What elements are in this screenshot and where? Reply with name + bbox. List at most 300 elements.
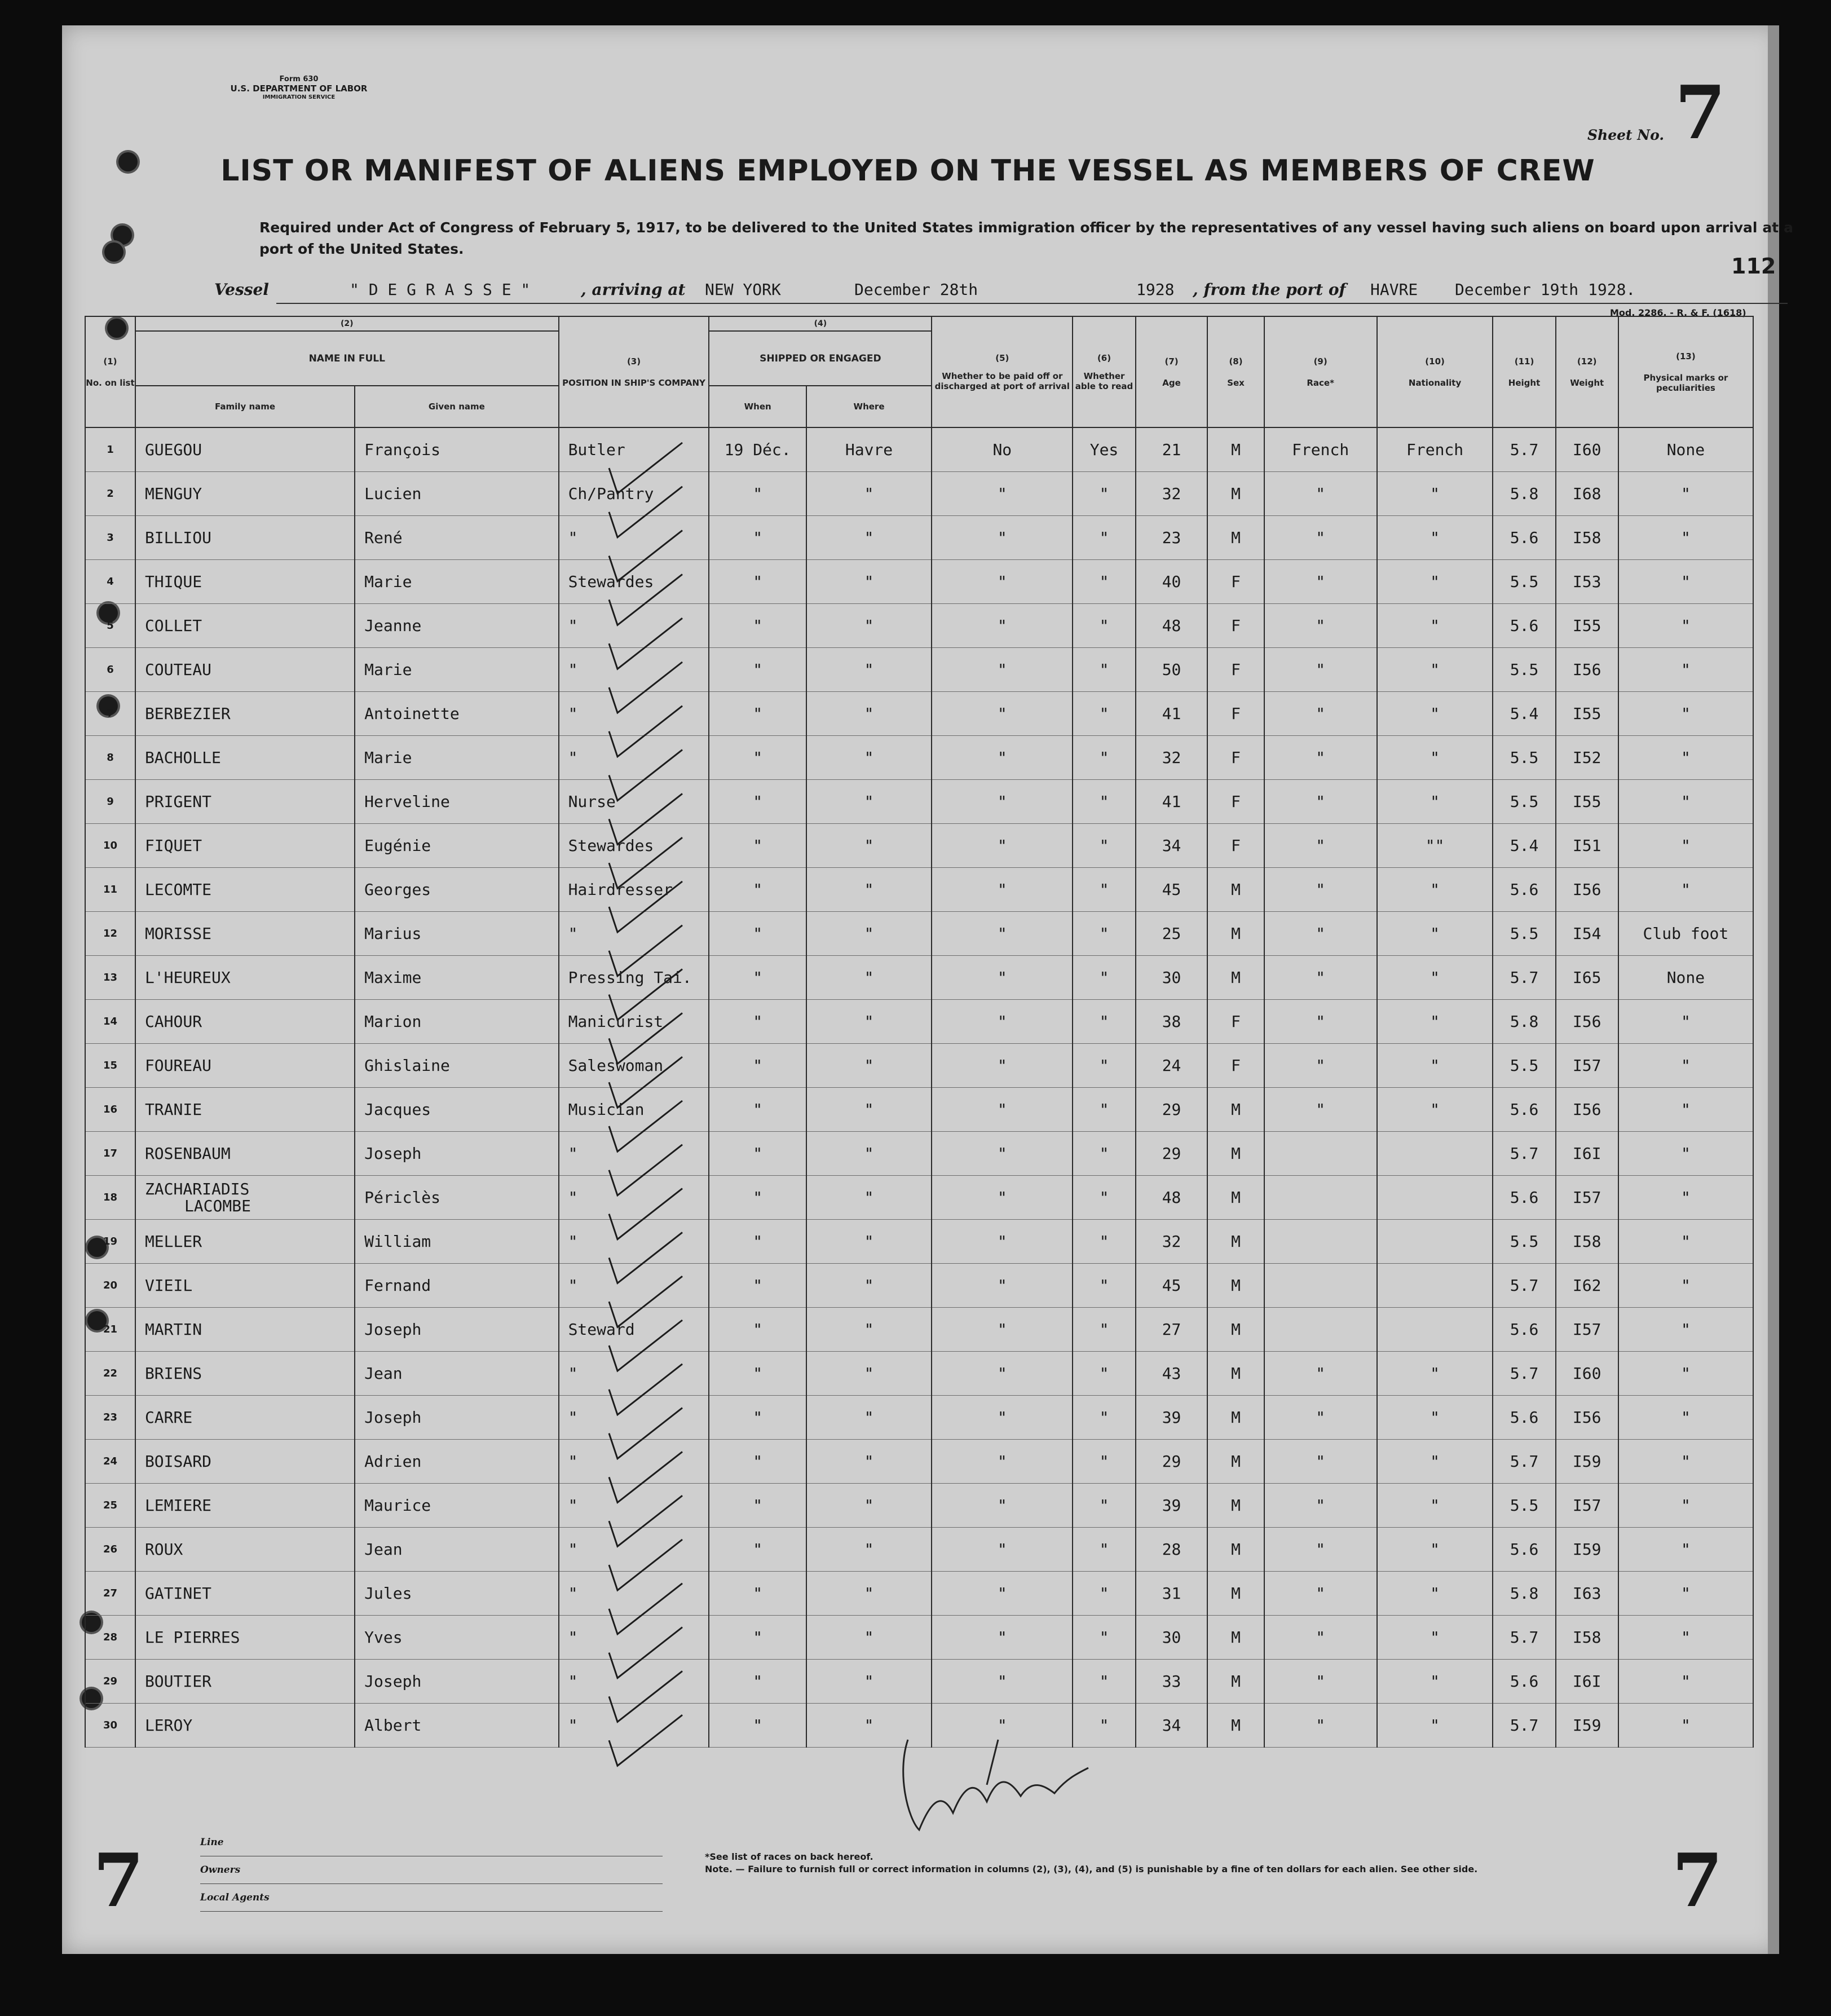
paid-off: " xyxy=(997,660,1007,679)
paid-off: No xyxy=(992,440,1012,459)
shipped-where: " xyxy=(864,748,874,767)
header-shipped-or-engaged: SHIPPED OR ENGAGED xyxy=(709,331,932,386)
row-number: 19 xyxy=(103,1236,117,1247)
weight: I63 xyxy=(1572,1584,1601,1603)
able-to-read: " xyxy=(1099,616,1109,635)
paid-off: " xyxy=(997,616,1007,635)
shipped-when: " xyxy=(753,484,763,503)
shipped-where: " xyxy=(864,836,874,855)
physical-marks: " xyxy=(1680,880,1691,899)
sex: M xyxy=(1231,1364,1241,1383)
check-mark xyxy=(609,1364,682,1415)
age: 32 xyxy=(1162,1232,1181,1251)
shipped-when: " xyxy=(753,1100,763,1119)
row-number: 18 xyxy=(103,1192,117,1203)
weight: I58 xyxy=(1572,1628,1601,1647)
shipped-where: " xyxy=(864,880,874,899)
given-name: Lucien xyxy=(364,484,422,503)
height: 5.5 xyxy=(1510,748,1539,767)
shipped-where: " xyxy=(864,1100,874,1119)
position: Hairdresser xyxy=(568,880,673,899)
able-to-read: " xyxy=(1099,1584,1109,1603)
family-name: L'HEUREUX xyxy=(144,968,231,987)
sex: F xyxy=(1231,616,1241,635)
shipped-when: " xyxy=(753,1716,763,1735)
shipped-when: " xyxy=(753,924,763,943)
family-name: BACHOLLE xyxy=(144,748,221,767)
weight: I62 xyxy=(1572,1276,1601,1295)
shipped-where: " xyxy=(864,528,874,547)
shipped-where: " xyxy=(864,1628,874,1647)
age: 34 xyxy=(1162,1716,1181,1735)
shipped-when: " xyxy=(753,660,763,679)
row-number: 22 xyxy=(103,1367,117,1379)
given-name: Albert xyxy=(364,1716,422,1735)
paid-off: " xyxy=(997,792,1007,811)
family-name: CARRE xyxy=(144,1408,193,1427)
annotation-marks xyxy=(62,25,1779,1954)
weight: I6I xyxy=(1572,1672,1601,1691)
shipped-where: " xyxy=(864,1144,874,1163)
sex: F xyxy=(1231,660,1241,679)
race: " xyxy=(1316,528,1326,547)
check-mark xyxy=(609,1320,682,1371)
physical-marks: " xyxy=(1680,748,1691,767)
weight: I53 xyxy=(1572,572,1601,591)
sex: M xyxy=(1231,1408,1241,1427)
header-col13: (13) Physical marks or peculiarities xyxy=(1618,316,1753,427)
height: 5.5 xyxy=(1510,1056,1539,1075)
position: Saleswoman xyxy=(568,1056,664,1075)
sex: M xyxy=(1231,1540,1241,1559)
position: Stewardes xyxy=(568,836,654,855)
height: 5.6 xyxy=(1510,1188,1539,1207)
shipped-when: " xyxy=(753,1232,763,1251)
physical-marks: " xyxy=(1680,1628,1691,1647)
age: 41 xyxy=(1162,792,1181,811)
header-family-name: Family name xyxy=(135,386,355,427)
weight: I57 xyxy=(1572,1320,1601,1339)
sex: M xyxy=(1231,1100,1241,1119)
row-number: 20 xyxy=(103,1280,117,1291)
nationality: French xyxy=(1406,440,1464,459)
family-name: LEMIERE xyxy=(144,1496,211,1515)
row-number: 30 xyxy=(103,1719,117,1731)
position: Manicurist xyxy=(568,1012,664,1031)
nationality: " xyxy=(1430,1452,1440,1471)
physical-marks: " xyxy=(1680,660,1691,679)
able-to-read: " xyxy=(1099,484,1109,503)
paid-off: " xyxy=(997,1540,1007,1559)
position: " xyxy=(568,616,578,635)
able-to-read: " xyxy=(1099,1364,1109,1383)
check-mark xyxy=(609,574,682,625)
weight: I58 xyxy=(1572,528,1601,547)
shipped-where: " xyxy=(864,1188,874,1207)
nationality: "" xyxy=(1425,836,1445,855)
nationality: " xyxy=(1430,1364,1440,1383)
vessel-label: Vessel xyxy=(214,280,269,299)
sex: M xyxy=(1231,1716,1241,1735)
nationality: " xyxy=(1430,1672,1440,1691)
shipped-where: " xyxy=(864,616,874,635)
family-name: ROSENBAUM xyxy=(144,1144,231,1163)
given-name: Fernand xyxy=(364,1276,431,1295)
weight: I56 xyxy=(1572,660,1601,679)
paid-off: " xyxy=(997,1496,1007,1515)
shipped-when: " xyxy=(753,1452,763,1471)
paid-off: " xyxy=(997,1364,1007,1383)
age: 45 xyxy=(1162,1276,1181,1295)
sheet-label: Sheet No. xyxy=(1587,127,1665,143)
shipped-when: " xyxy=(753,792,763,811)
header-col5: (5) Whether to be paid off or discharged at port of arrival xyxy=(932,316,1073,427)
sheet-number: 7 xyxy=(1675,69,1726,156)
row-number: 13 xyxy=(103,972,117,983)
physical-marks: " xyxy=(1680,704,1691,723)
family-name: COLLET xyxy=(144,616,202,635)
nationality: " xyxy=(1430,1496,1440,1515)
physical-marks: " xyxy=(1680,1584,1691,1603)
physical-marks: None xyxy=(1666,440,1705,459)
vessel-name: " D E G R A S S E " xyxy=(350,280,531,299)
races-footnote: *See list of races on back hereof. xyxy=(705,1851,873,1862)
height: 5.4 xyxy=(1510,836,1539,855)
shipped-where: " xyxy=(864,924,874,943)
weight: I56 xyxy=(1572,1012,1601,1031)
check-mark xyxy=(609,1671,682,1722)
check-mark xyxy=(609,1057,682,1108)
sex: M xyxy=(1231,880,1241,899)
height: 5.8 xyxy=(1510,1584,1539,1603)
check-mark xyxy=(609,837,682,888)
bottom-left-sheet-number: 7 xyxy=(93,1837,144,1924)
shipped-when: " xyxy=(753,616,763,635)
weight: I60 xyxy=(1572,440,1601,459)
weight: I65 xyxy=(1572,968,1601,987)
given-name: Joseph xyxy=(364,1144,422,1163)
check-mark xyxy=(609,1189,682,1239)
physical-marks: " xyxy=(1680,1452,1691,1471)
position: " xyxy=(568,1540,578,1559)
race: " xyxy=(1316,1672,1326,1691)
check-mark xyxy=(609,1145,682,1196)
paid-off: " xyxy=(997,1232,1007,1251)
paid-off: " xyxy=(997,836,1007,855)
handwritten-signature xyxy=(903,1740,1088,1830)
sex: M xyxy=(1231,1496,1241,1515)
position: Steward xyxy=(568,1320,635,1339)
age: 50 xyxy=(1162,660,1181,679)
sex: F xyxy=(1231,1056,1241,1075)
sex: F xyxy=(1231,704,1241,723)
check-mark xyxy=(609,925,682,976)
weight: I54 xyxy=(1572,924,1601,943)
check-mark xyxy=(609,969,682,1020)
race: " xyxy=(1316,924,1326,943)
paid-off: " xyxy=(997,1100,1007,1119)
weight: I57 xyxy=(1572,1188,1601,1207)
physical-marks: " xyxy=(1680,1364,1691,1383)
race: French xyxy=(1292,440,1349,459)
able-to-read: " xyxy=(1099,1276,1109,1295)
nationality: " xyxy=(1430,1540,1440,1559)
able-to-read: " xyxy=(1099,1628,1109,1647)
shipped-where: " xyxy=(864,1452,874,1471)
race: " xyxy=(1316,1452,1326,1471)
race: " xyxy=(1316,1584,1326,1603)
position: Musician xyxy=(568,1100,645,1119)
age: 27 xyxy=(1162,1320,1181,1339)
given-name: Ghislaine xyxy=(364,1056,450,1075)
race: " xyxy=(1316,704,1326,723)
check-mark xyxy=(609,1408,682,1459)
row-number: 14 xyxy=(103,1016,117,1027)
race: " xyxy=(1316,616,1326,635)
height: 5.7 xyxy=(1510,440,1539,459)
paid-off: " xyxy=(997,924,1007,943)
shipped-where: " xyxy=(864,660,874,679)
row-number: 25 xyxy=(103,1499,117,1511)
page-reference-number: 112 xyxy=(1731,254,1776,279)
paid-off: " xyxy=(997,1716,1007,1735)
able-to-read: " xyxy=(1099,968,1109,987)
physical-marks: Club foot xyxy=(1643,924,1729,943)
arrival-year: 1928 xyxy=(1136,280,1175,299)
row-number: 12 xyxy=(103,928,117,939)
shipped-where: " xyxy=(864,1232,874,1251)
sex: F xyxy=(1231,1012,1241,1031)
header-col1: (1) No. on list xyxy=(85,316,135,427)
family-name: GUEGOU xyxy=(144,440,202,459)
check-mark xyxy=(609,1452,682,1502)
given-name: Herveline xyxy=(364,792,450,811)
given-name: Marie xyxy=(364,572,412,591)
physical-marks: " xyxy=(1680,1320,1691,1339)
race: " xyxy=(1316,1408,1326,1427)
row-number: 23 xyxy=(103,1411,117,1423)
paid-off: " xyxy=(997,1144,1007,1163)
family-name: MENGUY xyxy=(144,484,202,503)
age: 29 xyxy=(1162,1144,1181,1163)
shipped-when: " xyxy=(753,748,763,767)
shipped-where: " xyxy=(864,1672,874,1691)
age: 23 xyxy=(1162,528,1181,547)
position: Pressing Tai. xyxy=(568,968,692,987)
shipped-where: " xyxy=(864,968,874,987)
position: " xyxy=(568,660,578,679)
given-name: Jean xyxy=(364,1364,403,1383)
position: " xyxy=(568,1364,578,1383)
able-to-read: " xyxy=(1099,748,1109,767)
given-name: Marie xyxy=(364,660,412,679)
weight: I6I xyxy=(1572,1144,1601,1163)
weight: I59 xyxy=(1572,1716,1601,1735)
age: 39 xyxy=(1162,1408,1181,1427)
position: " xyxy=(568,1276,578,1295)
header-when: When xyxy=(709,386,806,427)
race: " xyxy=(1316,748,1326,767)
row-number: 28 xyxy=(103,1631,117,1643)
shipped-where: " xyxy=(864,1540,874,1559)
height: 5.7 xyxy=(1510,1364,1539,1383)
age: 21 xyxy=(1162,440,1181,459)
given-name: Jeanne xyxy=(364,616,422,635)
nationality: " xyxy=(1430,924,1440,943)
family-name: FIQUET xyxy=(144,836,202,855)
weight: I55 xyxy=(1572,616,1601,635)
physical-marks: " xyxy=(1680,1012,1691,1031)
race: " xyxy=(1316,572,1326,591)
race: " xyxy=(1316,484,1326,503)
shipped-where: " xyxy=(864,1408,874,1427)
position: Nurse xyxy=(568,792,616,811)
height: 5.4 xyxy=(1510,704,1539,723)
page-title: LIST OR MANIFEST OF ALIENS EMPLOYED ON THE VESSEL AS MEMBERS OF CREW xyxy=(220,154,1595,188)
shipped-where: " xyxy=(864,704,874,723)
sex: F xyxy=(1231,572,1241,591)
race: " xyxy=(1316,792,1326,811)
position: Butler xyxy=(568,440,625,459)
row-number: 8 xyxy=(107,752,114,764)
shipped-when: " xyxy=(753,1540,763,1559)
shipped-when: " xyxy=(753,1496,763,1515)
physical-marks: " xyxy=(1680,1408,1691,1427)
weight: I60 xyxy=(1572,1364,1601,1383)
shipped-where: " xyxy=(864,1056,874,1075)
nationality: " xyxy=(1430,1100,1440,1119)
height: 5.7 xyxy=(1510,1452,1539,1471)
family-name: VIEIL xyxy=(144,1276,193,1295)
paid-off: " xyxy=(997,1584,1007,1603)
able-to-read: " xyxy=(1099,1144,1109,1163)
position: " xyxy=(568,1716,578,1735)
physical-marks: " xyxy=(1680,1672,1691,1691)
row-number: 3 xyxy=(107,532,114,544)
check-mark xyxy=(609,531,682,581)
physical-marks: " xyxy=(1680,1716,1691,1735)
header-col3: (3) POSITION IN SHIP'S COMPANY xyxy=(559,316,709,427)
header-where: Where xyxy=(806,386,932,427)
given-name: Maurice xyxy=(364,1496,431,1515)
height: 5.7 xyxy=(1510,1144,1539,1163)
height: 5.8 xyxy=(1510,1012,1539,1031)
race: " xyxy=(1316,660,1326,679)
age: 34 xyxy=(1162,836,1181,855)
physical-marks: " xyxy=(1680,836,1691,855)
paid-off: " xyxy=(997,1672,1007,1691)
from-port-label: , from the port of xyxy=(1193,280,1346,299)
nationality: " xyxy=(1430,660,1440,679)
age: 39 xyxy=(1162,1496,1181,1515)
shipped-when: " xyxy=(753,1056,763,1075)
check-mark xyxy=(609,1583,682,1634)
check-marks xyxy=(609,443,682,1766)
position: Stewardes xyxy=(568,572,654,591)
footer-labels xyxy=(200,1829,663,1912)
able-to-read: " xyxy=(1099,880,1109,899)
age: 43 xyxy=(1162,1364,1181,1383)
height: 5.6 xyxy=(1510,1320,1539,1339)
able-to-read: " xyxy=(1099,1496,1109,1515)
header-col10: (10) Nationality xyxy=(1377,316,1493,427)
family-name: CAHOUR xyxy=(144,1012,202,1031)
paid-off: " xyxy=(997,1408,1007,1427)
sex: M xyxy=(1231,1276,1241,1295)
family-name: FOUREAU xyxy=(144,1056,211,1075)
able-to-read: " xyxy=(1099,1012,1109,1031)
height: 5.6 xyxy=(1510,528,1539,547)
row-number: 17 xyxy=(103,1148,117,1159)
mod-code: Mod. 2286. - R. & F. (1618) xyxy=(1610,307,1746,318)
sex: M xyxy=(1231,1452,1241,1471)
family-name: MELLER xyxy=(144,1232,202,1251)
header-col7: (7) Age xyxy=(1136,316,1208,427)
service: IMMIGRATION SERVICE xyxy=(262,94,336,100)
able-to-read: " xyxy=(1099,1320,1109,1339)
able-to-read: " xyxy=(1099,1232,1109,1251)
line-label: Line xyxy=(200,1829,663,1856)
race: " xyxy=(1316,968,1326,987)
row-number: 24 xyxy=(103,1455,117,1467)
able-to-read: " xyxy=(1099,1540,1109,1559)
nationality: " xyxy=(1430,704,1440,723)
age: 32 xyxy=(1162,748,1181,767)
header-col9: (9) Race* xyxy=(1264,316,1377,427)
physical-marks: " xyxy=(1680,1100,1691,1119)
family-name: GATINET xyxy=(144,1584,211,1603)
shipped-where: " xyxy=(864,1364,874,1383)
height: 5.5 xyxy=(1510,792,1539,811)
shipped-when: 19 Déc. xyxy=(724,440,791,459)
sex: F xyxy=(1231,748,1241,767)
family-name: MARTIN xyxy=(144,1320,202,1339)
paid-off: " xyxy=(997,748,1007,767)
paid-off: " xyxy=(997,1628,1007,1647)
sex: M xyxy=(1231,1584,1241,1603)
given-name: Joseph xyxy=(364,1672,422,1691)
paid-off: " xyxy=(997,880,1007,899)
shipped-when: " xyxy=(753,1012,763,1031)
position: " xyxy=(568,748,578,767)
height: 5.7 xyxy=(1510,1628,1539,1647)
age: 30 xyxy=(1162,1628,1181,1647)
row-number: 16 xyxy=(103,1104,117,1115)
sex: M xyxy=(1231,440,1241,459)
sex: M xyxy=(1231,924,1241,943)
age: 48 xyxy=(1162,616,1181,635)
height: 5.6 xyxy=(1510,1408,1539,1427)
shipped-where: " xyxy=(864,1276,874,1295)
able-to-read: " xyxy=(1099,1056,1109,1075)
age: 38 xyxy=(1162,1012,1181,1031)
header-col11: (11) Height xyxy=(1493,316,1555,427)
nationality: " xyxy=(1430,1584,1440,1603)
able-to-read: " xyxy=(1099,924,1109,943)
nationality: " xyxy=(1430,880,1440,899)
check-mark xyxy=(609,1715,682,1766)
nationality: " xyxy=(1430,484,1440,503)
row-number: 26 xyxy=(103,1543,117,1555)
able-to-read: " xyxy=(1099,1100,1109,1119)
shipped-when: " xyxy=(753,1672,763,1691)
age: 31 xyxy=(1162,1584,1181,1603)
height: 5.8 xyxy=(1510,484,1539,503)
shipped-when: " xyxy=(753,1584,763,1603)
physical-marks: " xyxy=(1680,1144,1691,1163)
family-name: LEROY xyxy=(144,1716,193,1735)
sex: M xyxy=(1231,1320,1241,1339)
